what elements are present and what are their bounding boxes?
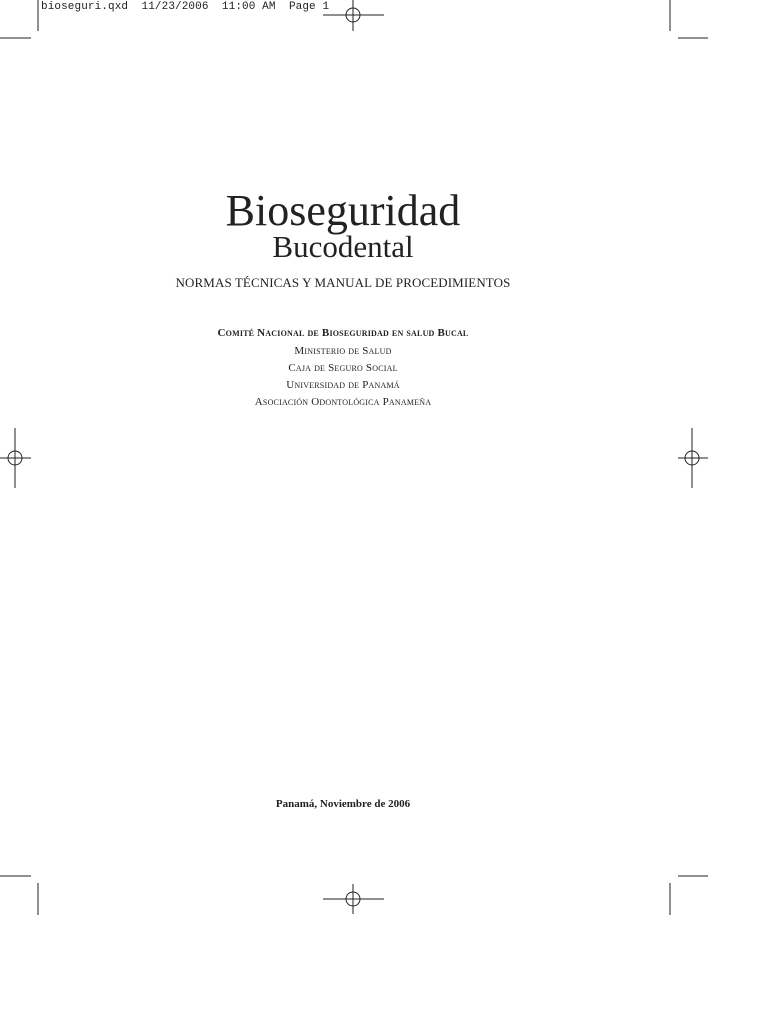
document-subtitle: Bucodental — [272, 229, 414, 264]
institution-item: Asociación Odontológica Panameña — [254, 396, 432, 408]
crop-mark-top-right — [670, 0, 708, 38]
registration-mark-top — [323, 0, 384, 31]
print-slug: bioseguri.qxd 11/23/2006 11:00 AM Page 1 — [41, 1, 330, 13]
institution-item: Universidad de Panamá — [286, 379, 400, 391]
publication-date: Panamá, Noviembre de 2006 — [275, 798, 411, 810]
registration-mark-bottom — [323, 884, 384, 914]
registration-mark-left — [0, 428, 31, 488]
institution-item: Caja de Seguro Social — [288, 362, 398, 374]
institution-list — [0, 343, 686, 411]
committee-name: Comité Nacional de Bioseguridad en salud Bucal — [217, 327, 469, 339]
registration-mark-right — [678, 428, 708, 488]
document-title: Bioseguridad — [225, 186, 461, 235]
crop-mark-bottom-left — [0, 876, 38, 915]
crop-mark-top-left — [0, 0, 38, 38]
document-tagline: NORMAS TÉCNICAS Y MANUAL DE PROCEDIMIENTOS — [175, 275, 511, 290]
institution-item: Ministerio de Salud — [294, 345, 392, 357]
crop-mark-bottom-right — [670, 876, 708, 915]
